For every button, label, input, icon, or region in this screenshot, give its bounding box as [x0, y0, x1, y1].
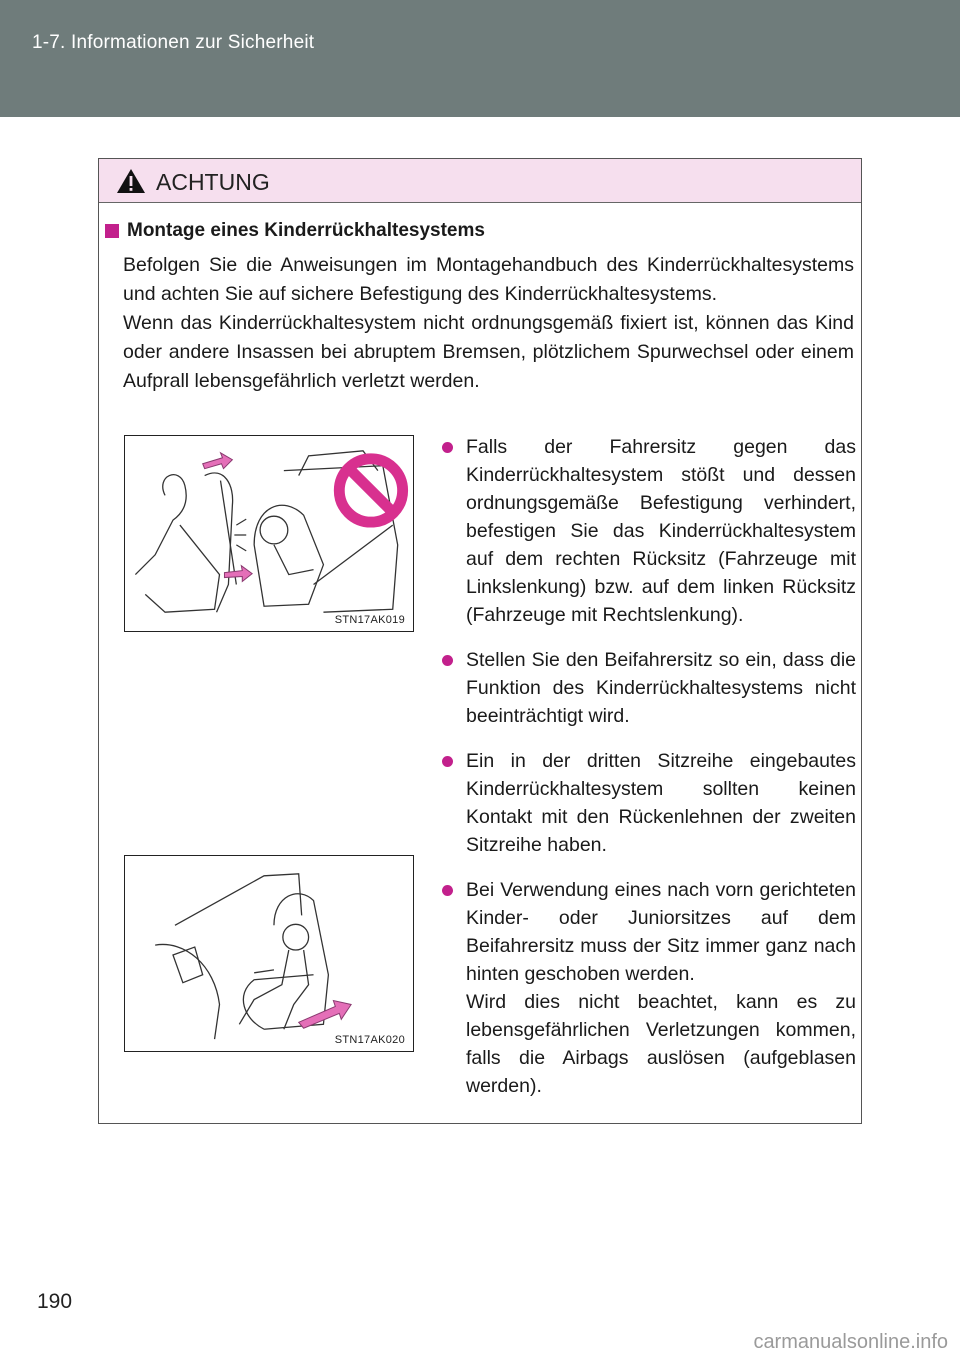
list-item	[436, 747, 856, 859]
bullet-dot-icon	[442, 756, 453, 767]
list-item	[436, 433, 856, 629]
list-item-text: Falls der Fahrersitz gegen das Kinderrückhaltesystem stößt und dessen ordnungsgemäße Befestigung verhindert, befestigen Sie das Kinderrückhaltesystem auf dem rechten Rücksitz (Fahrzeuge mit Linkslenkung) bzw. auf dem linken Rücksitz (Fahrzeuge mit Rechtslenkung).	[466, 436, 856, 626]
warning-box	[98, 158, 862, 1124]
intro-paragraph-1: Befolgen Sie die Anweisungen im Montagehandbuch des Kinderrückhaltesystems und achten Sie auf sichere Befestigung des Kinderrückhaltesystems.	[123, 254, 854, 305]
list-item-text-continued: Wird dies nicht beachtet, kann es zu lebensgefährlichen Verletzungen kommen, falls die Airbags auslösen (aufgeblasen werden).	[466, 991, 856, 1097]
list-item	[436, 646, 856, 730]
list-item-text: Ein in der dritten Sitzreihe eingebautes Kinderrückhaltesystem sollten keinen Kontakt mit den Rückenlehnen der zweiten Sitzreihe haben.	[466, 750, 856, 856]
warning-triangle-icon	[116, 168, 146, 194]
section-title: 1-7. Informationen zur Sicherheit	[32, 32, 315, 53]
intro-paragraph-2: Wenn das Kinderrückhaltesystem nicht ordnungsgemäß fixiert ist, können das Kind oder andere Insassen bei abruptem Bremsen, plötzlichem Spurwechsel oder einem Aufprall lebensgefährlich verletzt werden.	[123, 312, 854, 392]
list-item-text: Bei Verwendung eines nach vorn gerichteten Kinder- oder Juniorsitzes auf dem Beifahrersitz muss der Sitz immer ganz nach hinten geschoben werden.	[466, 879, 856, 985]
warning-label: ACHTUNG	[156, 169, 270, 195]
section-heading-text: Montage eines Kinderrückhaltesystems	[127, 220, 485, 241]
page-number: 190	[37, 1290, 73, 1313]
list-item-text: Stellen Sie den Beifahrersitz so ein, dass die Funktion des Kinderrückhaltesystems nicht beeinträchtigt wird.	[466, 649, 856, 727]
bullet-dot-icon	[442, 442, 453, 453]
square-bullet-icon	[105, 224, 119, 238]
figure-code: STN17AK020	[334, 1034, 405, 1046]
watermark: carmanualsonline.info	[753, 1331, 948, 1353]
list-item	[436, 876, 856, 1100]
bullet-dot-icon	[442, 655, 453, 666]
illustration-passenger-seat	[125, 856, 413, 1051]
page-header	[0, 0, 960, 117]
intro-text	[123, 251, 854, 396]
figure-passenger-seat	[124, 855, 414, 1052]
bullet-dot-icon	[442, 885, 453, 896]
illustration-seat-collision	[125, 436, 413, 631]
figure-code: STN17AK019	[334, 614, 405, 626]
bullet-list	[436, 433, 856, 1117]
figure-driver-seat-collision	[124, 435, 414, 632]
section-heading	[105, 220, 485, 242]
warning-header	[99, 159, 861, 203]
